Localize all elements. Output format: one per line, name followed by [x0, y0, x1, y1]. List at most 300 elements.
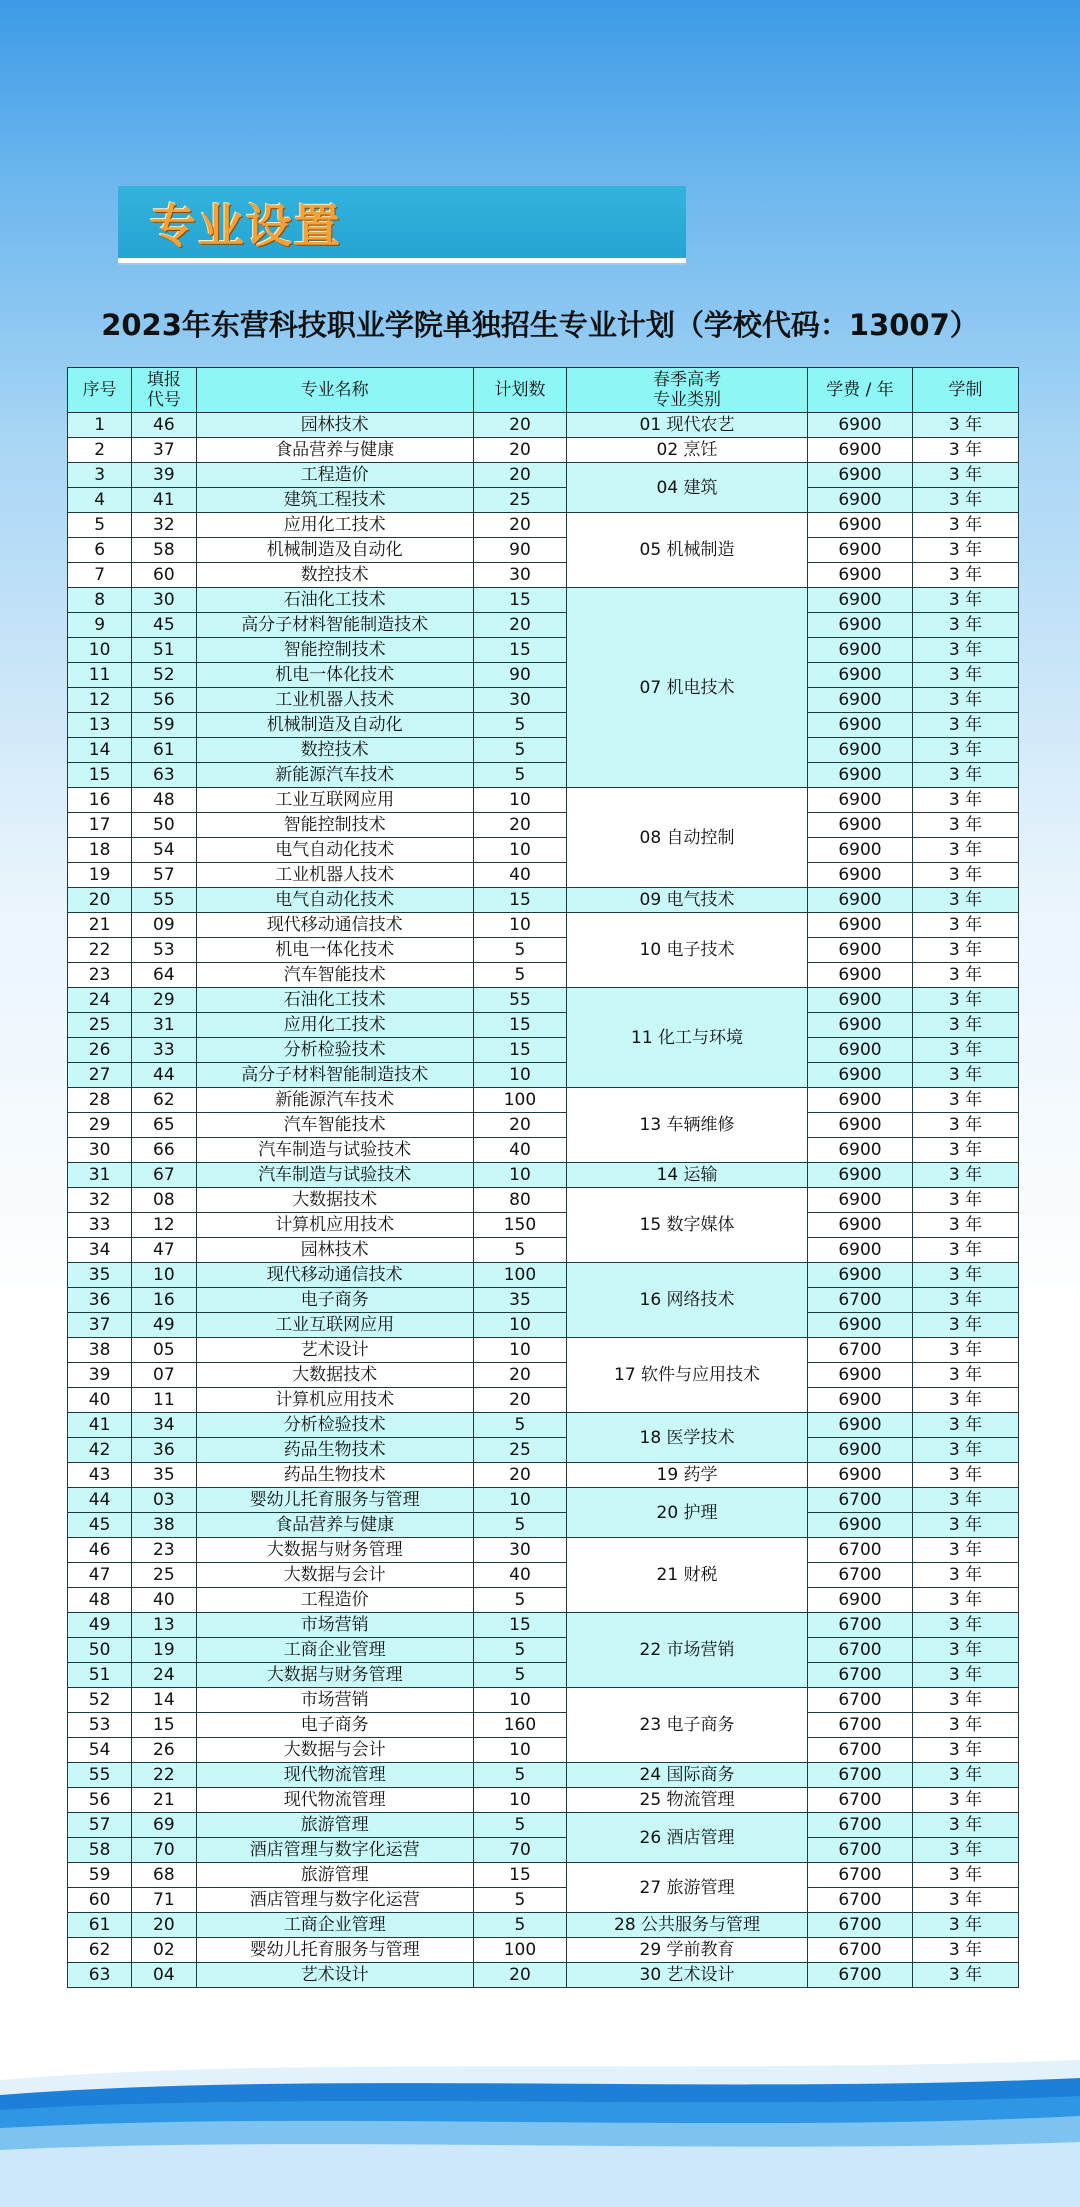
table-row — [68, 1888, 1019, 1913]
cell-plan: 15 — [473, 588, 566, 613]
cell-code: 10 — [132, 1263, 196, 1288]
table-row — [68, 938, 1019, 963]
cell-code: 36 — [132, 1438, 196, 1463]
cell-code: 68 — [132, 1863, 196, 1888]
table-row — [68, 1863, 1019, 1888]
cell-plan: 15 — [473, 1038, 566, 1063]
cell-code: 60 — [132, 563, 196, 588]
cell-major: 汽车制造与试验技术 — [196, 1163, 473, 1188]
cell-plan: 20 — [473, 1388, 566, 1413]
cell-years: 3 年 — [912, 1938, 1018, 1963]
cell-years: 3 年 — [912, 813, 1018, 838]
cell-index: 27 — [68, 1063, 132, 1088]
cell-years: 3 年 — [912, 563, 1018, 588]
table-row — [68, 1788, 1019, 1813]
cell-plan: 10 — [473, 788, 566, 813]
cell-plan: 20 — [473, 438, 566, 463]
cell-index: 63 — [68, 1963, 132, 1988]
table-row — [68, 1588, 1019, 1613]
cell-index: 3 — [68, 463, 132, 488]
cell-code: 26 — [132, 1738, 196, 1763]
cell-index: 5 — [68, 513, 132, 538]
cell-years: 3 年 — [912, 613, 1018, 638]
cell-fee: 6700 — [808, 1563, 913, 1588]
cell-fee: 6900 — [808, 913, 913, 938]
table-row — [68, 1438, 1019, 1463]
table-row — [68, 1338, 1019, 1363]
cell-fee: 6900 — [808, 738, 913, 763]
cell-code: 70 — [132, 1838, 196, 1863]
cell-plan: 20 — [473, 1363, 566, 1388]
cell-years: 3 年 — [912, 1288, 1018, 1313]
cell-fee: 6900 — [808, 1513, 913, 1538]
cell-code: 35 — [132, 1463, 196, 1488]
cell-plan: 5 — [473, 738, 566, 763]
cell-index: 4 — [68, 488, 132, 513]
cell-major: 婴幼儿托育服务与管理 — [196, 1938, 473, 1963]
cell-code: 38 — [132, 1513, 196, 1538]
cell-major: 艺术设计 — [196, 1963, 473, 1988]
cell-index: 52 — [68, 1688, 132, 1713]
cell-index: 21 — [68, 913, 132, 938]
cell-index: 1 — [68, 413, 132, 438]
cell-code: 54 — [132, 838, 196, 863]
cell-fee: 6900 — [808, 488, 913, 513]
cell-fee: 6900 — [808, 1463, 913, 1488]
cell-code: 13 — [132, 1613, 196, 1638]
section-banner-title: 专业设置 — [150, 199, 342, 253]
cell-plan: 80 — [473, 1188, 566, 1213]
cell-category: 20 护理 — [567, 1488, 808, 1538]
cell-category: 30 艺术设计 — [567, 1963, 808, 1988]
cell-plan: 25 — [473, 488, 566, 513]
cell-major: 园林技术 — [196, 413, 473, 438]
cell-category: 14 运输 — [567, 1163, 808, 1188]
cell-category: 10 电子技术 — [567, 913, 808, 988]
cell-index: 39 — [68, 1363, 132, 1388]
cell-years: 3 年 — [912, 913, 1018, 938]
cell-fee: 6900 — [808, 413, 913, 438]
cell-major: 电子商务 — [196, 1713, 473, 1738]
cell-fee: 6900 — [808, 1063, 913, 1088]
cell-fee: 6900 — [808, 838, 913, 863]
cell-index: 33 — [68, 1213, 132, 1238]
cell-plan: 10 — [473, 1313, 566, 1338]
cell-years: 3 年 — [912, 538, 1018, 563]
cell-index: 31 — [68, 1163, 132, 1188]
cell-index: 6 — [68, 538, 132, 563]
footer-wave-decoration — [0, 2050, 1080, 2207]
cell-code: 39 — [132, 463, 196, 488]
cell-years: 3 年 — [912, 738, 1018, 763]
table-row — [68, 963, 1019, 988]
cell-code: 49 — [132, 1313, 196, 1338]
cell-index: 28 — [68, 1088, 132, 1113]
table-row — [68, 888, 1019, 913]
cell-major: 汽车智能技术 — [196, 1113, 473, 1138]
cell-fee: 6700 — [808, 1713, 913, 1738]
cell-code: 15 — [132, 1713, 196, 1738]
cell-index: 24 — [68, 988, 132, 1013]
table-row — [68, 1188, 1019, 1213]
cell-index: 40 — [68, 1388, 132, 1413]
cell-fee: 6900 — [808, 963, 913, 988]
cell-index: 62 — [68, 1938, 132, 1963]
cell-fee: 6900 — [808, 463, 913, 488]
cell-years: 3 年 — [912, 463, 1018, 488]
cell-code: 63 — [132, 763, 196, 788]
cell-fee: 6900 — [808, 813, 913, 838]
cell-major: 大数据与财务管理 — [196, 1663, 473, 1688]
cell-plan: 150 — [473, 1213, 566, 1238]
cell-years: 3 年 — [912, 1688, 1018, 1713]
cell-major: 园林技术 — [196, 1238, 473, 1263]
cell-code: 09 — [132, 913, 196, 938]
cell-fee: 6900 — [808, 513, 913, 538]
table-row — [68, 1538, 1019, 1563]
cell-years: 3 年 — [912, 638, 1018, 663]
cell-fee: 6900 — [808, 888, 913, 913]
cell-code: 23 — [132, 1538, 196, 1563]
cell-years: 3 年 — [912, 1313, 1018, 1338]
table-row — [68, 838, 1019, 863]
cell-major: 分析检验技术 — [196, 1413, 473, 1438]
cell-years: 3 年 — [912, 863, 1018, 888]
table-row — [68, 988, 1019, 1013]
cell-code: 37 — [132, 438, 196, 463]
cell-major: 工业互联网应用 — [196, 1313, 473, 1338]
cell-fee: 6700 — [808, 1613, 913, 1638]
cell-index: 14 — [68, 738, 132, 763]
cell-fee: 6900 — [808, 763, 913, 788]
table-row — [68, 1813, 1019, 1838]
page-title: 2023年东营科技职业学院单独招生专业计划（学校代码：13007） — [101, 308, 979, 342]
cell-code: 25 — [132, 1563, 196, 1588]
cell-code: 53 — [132, 938, 196, 963]
cell-plan: 20 — [473, 613, 566, 638]
table-row — [68, 863, 1019, 888]
cell-plan: 70 — [473, 1838, 566, 1863]
cell-years: 3 年 — [912, 1913, 1018, 1938]
cell-index: 35 — [68, 1263, 132, 1288]
cell-major: 旅游管理 — [196, 1813, 473, 1838]
cell-major: 工业机器人技术 — [196, 863, 473, 888]
cell-years: 3 年 — [912, 1963, 1018, 1988]
cell-index: 18 — [68, 838, 132, 863]
cell-years: 3 年 — [912, 1138, 1018, 1163]
cell-years: 3 年 — [912, 1113, 1018, 1138]
cell-index: 15 — [68, 763, 132, 788]
cell-category: 25 物流管理 — [567, 1788, 808, 1813]
table-row — [68, 1663, 1019, 1688]
cell-code: 05 — [132, 1338, 196, 1363]
cell-plan: 40 — [473, 1138, 566, 1163]
cell-index: 46 — [68, 1538, 132, 1563]
table-row — [68, 1213, 1019, 1238]
cell-index: 17 — [68, 813, 132, 838]
cell-fee: 6900 — [808, 1588, 913, 1613]
cell-plan: 20 — [473, 1463, 566, 1488]
cell-major: 现代物流管理 — [196, 1763, 473, 1788]
cell-fee: 6900 — [808, 538, 913, 563]
cell-major: 应用化工技术 — [196, 1013, 473, 1038]
table-row — [68, 1913, 1019, 1938]
cell-years: 3 年 — [912, 1513, 1018, 1538]
cell-code: 57 — [132, 863, 196, 888]
table-row — [68, 1388, 1019, 1413]
cell-plan: 15 — [473, 1013, 566, 1038]
cell-major: 数控技术 — [196, 738, 473, 763]
cell-major: 新能源汽车技术 — [196, 1088, 473, 1113]
cell-plan: 100 — [473, 1088, 566, 1113]
cell-years: 3 年 — [912, 1063, 1018, 1088]
cell-code: 40 — [132, 1588, 196, 1613]
table-row — [68, 1563, 1019, 1588]
cell-plan: 10 — [473, 1488, 566, 1513]
table-row — [68, 538, 1019, 563]
enrollment-plan-table — [67, 367, 1019, 1988]
cell-index: 37 — [68, 1313, 132, 1338]
cell-years: 3 年 — [912, 1438, 1018, 1463]
cell-fee: 6700 — [808, 1763, 913, 1788]
cell-fee: 6900 — [808, 438, 913, 463]
cell-category: 08 自动控制 — [567, 788, 808, 888]
cell-major: 食品营养与健康 — [196, 1513, 473, 1538]
cell-category: 17 软件与应用技术 — [567, 1338, 808, 1413]
cell-index: 16 — [68, 788, 132, 813]
cell-major: 分析检验技术 — [196, 1038, 473, 1063]
cell-major: 机电一体化技术 — [196, 938, 473, 963]
cell-major: 机械制造及自动化 — [196, 713, 473, 738]
cell-fee: 6900 — [808, 863, 913, 888]
cell-fee: 6700 — [808, 1488, 913, 1513]
cell-index: 57 — [68, 1813, 132, 1838]
table-row — [68, 1238, 1019, 1263]
cell-major: 计算机应用技术 — [196, 1213, 473, 1238]
cell-index: 19 — [68, 863, 132, 888]
cell-major: 现代移动通信技术 — [196, 1263, 473, 1288]
cell-plan: 5 — [473, 1813, 566, 1838]
cell-major: 旅游管理 — [196, 1863, 473, 1888]
header-major: 专业名称 — [196, 368, 473, 413]
cell-code: 61 — [132, 738, 196, 763]
cell-fee: 6700 — [808, 1738, 913, 1763]
cell-fee: 6900 — [808, 638, 913, 663]
cell-fee: 6700 — [808, 1888, 913, 1913]
table-row — [68, 638, 1019, 663]
cell-category: 24 国际商务 — [567, 1763, 808, 1788]
table-row — [68, 588, 1019, 613]
cell-major: 大数据与财务管理 — [196, 1538, 473, 1563]
cell-major: 大数据技术 — [196, 1188, 473, 1213]
cell-years: 3 年 — [912, 1488, 1018, 1513]
cell-fee: 6900 — [808, 713, 913, 738]
cell-code: 19 — [132, 1638, 196, 1663]
cell-code: 33 — [132, 1038, 196, 1063]
cell-plan: 30 — [473, 563, 566, 588]
cell-years: 3 年 — [912, 888, 1018, 913]
cell-plan: 20 — [473, 413, 566, 438]
cell-years: 3 年 — [912, 713, 1018, 738]
cell-plan: 15 — [473, 638, 566, 663]
table-row — [68, 1688, 1019, 1713]
cell-years: 3 年 — [912, 1888, 1018, 1913]
cell-major: 工程造价 — [196, 1588, 473, 1613]
table-row — [68, 1613, 1019, 1638]
header-plan: 计划数 — [473, 368, 566, 413]
table-row — [68, 438, 1019, 463]
table-row — [68, 763, 1019, 788]
cell-index: 48 — [68, 1588, 132, 1613]
table-row — [68, 1138, 1019, 1163]
cell-category: 26 酒店管理 — [567, 1813, 808, 1863]
cell-plan: 15 — [473, 888, 566, 913]
cell-plan: 10 — [473, 1788, 566, 1813]
header-years: 学制 — [912, 368, 1018, 413]
cell-index: 44 — [68, 1488, 132, 1513]
cell-fee: 6900 — [808, 1113, 913, 1138]
cell-category: 18 医学技术 — [567, 1413, 808, 1463]
cell-years: 3 年 — [912, 1813, 1018, 1838]
cell-major: 机械制造及自动化 — [196, 538, 473, 563]
cell-major: 数控技术 — [196, 563, 473, 588]
cell-index: 2 — [68, 438, 132, 463]
cell-fee: 6900 — [808, 1013, 913, 1038]
cell-major: 石油化工技术 — [196, 588, 473, 613]
cell-category: 09 电气技术 — [567, 888, 808, 913]
cell-years: 3 年 — [912, 1413, 1018, 1438]
cell-plan: 10 — [473, 1163, 566, 1188]
cell-years: 3 年 — [912, 763, 1018, 788]
cell-years: 3 年 — [912, 938, 1018, 963]
cell-years: 3 年 — [912, 1363, 1018, 1388]
cell-years: 3 年 — [912, 663, 1018, 688]
cell-plan: 15 — [473, 1863, 566, 1888]
cell-plan: 30 — [473, 1538, 566, 1563]
cell-fee: 6700 — [808, 1813, 913, 1838]
cell-index: 45 — [68, 1513, 132, 1538]
table-row — [68, 1463, 1019, 1488]
cell-fee: 6700 — [808, 1638, 913, 1663]
cell-fee: 6900 — [808, 1213, 913, 1238]
table-row — [68, 1163, 1019, 1188]
table-row — [68, 788, 1019, 813]
cell-code: 20 — [132, 1913, 196, 1938]
cell-years: 3 年 — [912, 838, 1018, 863]
cell-plan: 90 — [473, 663, 566, 688]
cell-plan: 100 — [473, 1263, 566, 1288]
cell-category: 13 车辆维修 — [567, 1088, 808, 1163]
cell-fee: 6900 — [808, 1413, 913, 1438]
cell-major: 大数据与会计 — [196, 1563, 473, 1588]
cell-major: 电气自动化技术 — [196, 888, 473, 913]
table-row — [68, 1288, 1019, 1313]
cell-code: 30 — [132, 588, 196, 613]
table-row — [68, 738, 1019, 763]
cell-code: 34 — [132, 1413, 196, 1438]
table-row — [68, 813, 1019, 838]
cell-fee: 6700 — [808, 1663, 913, 1688]
table-row — [68, 1363, 1019, 1388]
cell-major: 应用化工技术 — [196, 513, 473, 538]
cell-fee: 6900 — [808, 938, 913, 963]
cell-index: 56 — [68, 1788, 132, 1813]
cell-major: 石油化工技术 — [196, 988, 473, 1013]
cell-major: 食品营养与健康 — [196, 438, 473, 463]
cell-years: 3 年 — [912, 1538, 1018, 1563]
cell-fee: 6700 — [808, 1938, 913, 1963]
table-row — [68, 1713, 1019, 1738]
cell-fee: 6900 — [808, 563, 913, 588]
cell-code: 29 — [132, 988, 196, 1013]
cell-major: 电气自动化技术 — [196, 838, 473, 863]
cell-years: 3 年 — [912, 513, 1018, 538]
table-row — [68, 1413, 1019, 1438]
cell-index: 47 — [68, 1563, 132, 1588]
table-row — [68, 1063, 1019, 1088]
cell-plan: 15 — [473, 1613, 566, 1638]
table-row — [68, 1113, 1019, 1138]
header-code: 填报 代号 — [132, 368, 196, 413]
cell-code: 48 — [132, 788, 196, 813]
cell-years: 3 年 — [912, 1163, 1018, 1188]
table-row — [68, 1638, 1019, 1663]
cell-code: 41 — [132, 488, 196, 513]
cell-years: 3 年 — [912, 1763, 1018, 1788]
cell-category: 21 财税 — [567, 1538, 808, 1613]
table-row — [68, 1488, 1019, 1513]
cell-years: 3 年 — [912, 1838, 1018, 1863]
cell-plan: 10 — [473, 1338, 566, 1363]
cell-plan: 10 — [473, 1063, 566, 1088]
cell-plan: 10 — [473, 1738, 566, 1763]
cell-fee: 6700 — [808, 1288, 913, 1313]
table-row — [68, 488, 1019, 513]
cell-index: 12 — [68, 688, 132, 713]
cell-index: 11 — [68, 663, 132, 688]
cell-years: 3 年 — [912, 1013, 1018, 1038]
cell-plan: 5 — [473, 938, 566, 963]
cell-code: 08 — [132, 1188, 196, 1213]
cell-major: 计算机应用技术 — [196, 1388, 473, 1413]
cell-index: 13 — [68, 713, 132, 738]
cell-years: 3 年 — [912, 1563, 1018, 1588]
cell-plan: 5 — [473, 763, 566, 788]
table-row — [68, 1013, 1019, 1038]
table-row — [68, 1038, 1019, 1063]
cell-index: 22 — [68, 938, 132, 963]
cell-plan: 5 — [473, 1888, 566, 1913]
cell-major: 工程造价 — [196, 463, 473, 488]
cell-plan: 25 — [473, 1438, 566, 1463]
cell-category: 15 数字媒体 — [567, 1188, 808, 1263]
cell-index: 55 — [68, 1763, 132, 1788]
table-row — [68, 688, 1019, 713]
table-row — [68, 913, 1019, 938]
cell-index: 34 — [68, 1238, 132, 1263]
cell-years: 3 年 — [912, 688, 1018, 713]
cell-fee: 6900 — [808, 988, 913, 1013]
cell-years: 3 年 — [912, 988, 1018, 1013]
table-row — [68, 1088, 1019, 1113]
cell-major: 婴幼儿托育服务与管理 — [196, 1488, 473, 1513]
cell-plan: 100 — [473, 1938, 566, 1963]
cell-code: 66 — [132, 1138, 196, 1163]
cell-fee: 6700 — [808, 1863, 913, 1888]
cell-fee: 6700 — [808, 1838, 913, 1863]
cell-category: 28 公共服务与管理 — [567, 1913, 808, 1938]
cell-index: 29 — [68, 1113, 132, 1138]
